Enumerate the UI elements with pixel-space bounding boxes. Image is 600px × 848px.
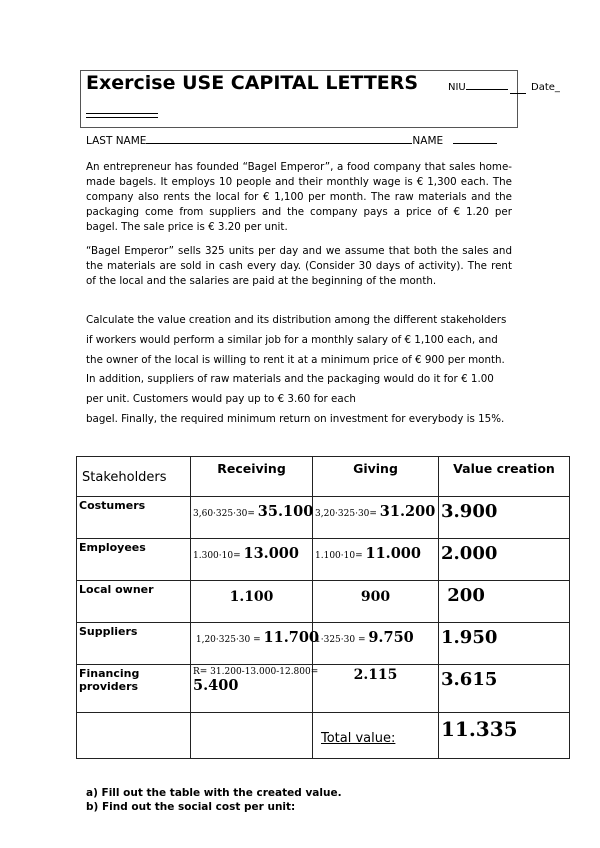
receiving-cell[interactable] (191, 623, 320, 665)
total-empty-cell (77, 713, 191, 759)
receiving-calc: 1.300·10= (193, 551, 244, 561)
receiving-calc: R= 31.200-13.000-12.800= (193, 667, 319, 677)
value-creation-table (76, 456, 570, 759)
receiving-cell[interactable] (191, 581, 313, 623)
niu-blank-2 (510, 82, 526, 94)
table-row (77, 581, 570, 623)
header-receiving: Receiving (191, 457, 313, 497)
row-label: Suppliers (77, 623, 191, 665)
total-row (77, 713, 570, 759)
giving-cell[interactable] (313, 623, 439, 665)
giving-calc: 1·325·30 = (315, 635, 369, 645)
date-field[interactable] (531, 82, 560, 93)
last-name-label: LAST NAME (86, 135, 147, 147)
giving-calc: 1.100·10= (315, 551, 366, 561)
value-creation-cell[interactable]: 2.000 (439, 539, 570, 581)
exercise-title: Exercise USE CAPITAL LETTERS (86, 72, 419, 94)
giving-value: 2.115 (353, 667, 398, 683)
table-header-row (77, 457, 570, 497)
table-row (77, 539, 570, 581)
task-b: b) Find out the social cost per unit: (86, 801, 296, 813)
paragraph-return: bagel. Finally, the required minimum return on investment for everybody is 15%. (86, 412, 505, 425)
row-label: Costumers (77, 497, 191, 539)
date-blank-line-2 (86, 117, 158, 118)
receiving-calc: 3,60·325·30= (193, 509, 258, 519)
table-row (77, 497, 570, 539)
value-creation-cell[interactable]: 3.615 (439, 665, 570, 713)
date-blank-line (86, 113, 158, 114)
receiving-calc: 1,20·325·30 = (193, 635, 264, 645)
giving-value: 9.750 (368, 629, 414, 646)
receiving-value: 1.100 (229, 589, 274, 605)
table-row (77, 623, 570, 665)
total-label: Total value: (321, 731, 396, 746)
paragraph-instructions (86, 311, 512, 430)
giving-value: 31.200 (379, 503, 436, 520)
date-label: Date_ (531, 82, 560, 93)
last-name-blank[interactable] (146, 143, 412, 144)
row-label: Local owner (77, 581, 191, 623)
name-blank[interactable] (453, 143, 497, 144)
row-label: Employees (77, 539, 191, 581)
paragraph-instructions-text: Calculate the value creation and its distribution among the different stakeholders if workers would perform a similar job for a monthly salary of € 1,100 each, and the owner of the local is willing to rent it at a minimum price of € 900 per month. In addition, suppliers of raw materials and the packaging would do it for € 1.00 per unit. Customers would pay up to € 3.60 for each (86, 314, 507, 406)
value-creation-cell[interactable]: 1.950 (439, 623, 570, 665)
receiving-cell[interactable] (191, 539, 313, 581)
value-creation-cell[interactable]: 3.900 (439, 497, 570, 539)
giving-calc: 3,20·325·30= (315, 509, 380, 519)
header-stakeholders: Stakeholders (77, 457, 191, 497)
name-row (86, 135, 497, 147)
receiving-value: 11.700 (263, 629, 320, 646)
value-creation-cell[interactable]: 200 (439, 581, 570, 623)
paragraph-sales: “Bagel Emperor” sells 325 units per day and we assume that both the sales and the materials are sold in cash every day. (Consider 30 days of activity). The rent of the local and the salaries are paid at the beginning of the month. (86, 245, 512, 287)
table-row (77, 665, 570, 713)
total-empty-cell-2 (191, 713, 313, 759)
niu-field[interactable] (448, 82, 526, 94)
giving-cell[interactable] (313, 581, 439, 623)
giving-cell[interactable] (313, 539, 439, 581)
header-giving: Giving (313, 457, 439, 497)
task-list (86, 786, 342, 814)
receiving-cell[interactable] (191, 497, 313, 539)
total-value-cell[interactable]: 11.335 (439, 713, 570, 759)
task-a: a) Fill out the table with the created value. (86, 787, 342, 799)
total-label-cell (313, 713, 439, 759)
receiving-cell[interactable] (191, 665, 319, 713)
giving-cell[interactable] (313, 497, 439, 539)
name-label: NAME (412, 135, 444, 147)
receiving-value: 13.000 (243, 545, 299, 562)
header-value-creation: Value creation (439, 457, 570, 497)
niu-label: NIU (448, 82, 466, 93)
giving-value: 900 (360, 589, 391, 605)
giving-value: 11.000 (365, 545, 421, 562)
giving-cell[interactable] (313, 665, 439, 713)
paragraph-intro: An entrepreneur has founded “Bagel Emperor”, a food company that sales home-made bagels. It employs 10 people and their monthly wage is € 1,300 each. The company also rents the local for € 1,100 per month. The raw materials and the packaging come from suppliers and the company pays a price of € 1.20 per bagel. The sale price is € 3.20 per unit. (86, 161, 512, 233)
receiving-value: 5.400 (193, 677, 239, 694)
niu-blank (466, 89, 508, 90)
receiving-value: 35.100 (257, 503, 314, 520)
row-label: Financing providers (77, 665, 191, 713)
